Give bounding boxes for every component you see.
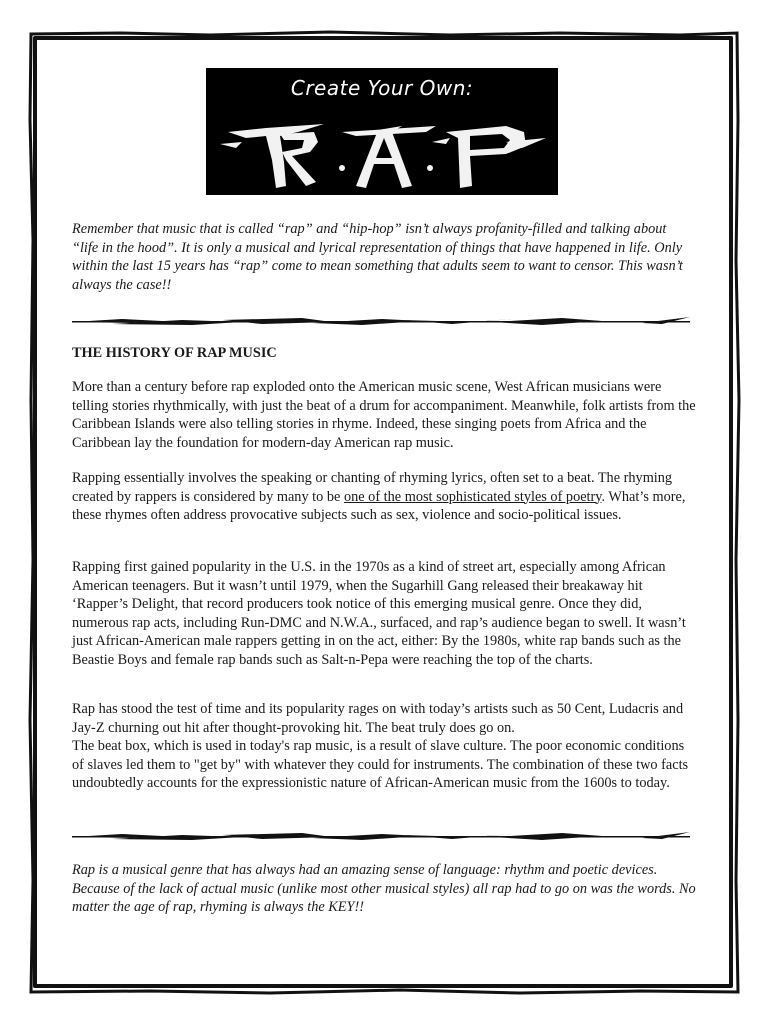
banner-subtitle: Create Your Own: xyxy=(290,76,474,100)
section-heading: THE HISTORY OF RAP MUSIC xyxy=(72,345,277,361)
rap-logo xyxy=(206,102,558,192)
paragraph-2-text-end: . What’s more, these rhymes often address provocative subjects such as sex, violence and socio-political issues. xyxy=(72,488,686,523)
history-paragraph-2 xyxy=(72,469,696,525)
history-paragraph-5: The beat box, which is used in today's rap music, is a result of slave culture. The poor economic conditions of slaves led them to "get by" with whatever they could for instruments. The combination of these two facts undoubtedly accounts for the expressionistic nature of African-American music from the 1600s to today. xyxy=(72,738,689,791)
decorative-divider xyxy=(72,829,690,843)
poetry-link[interactable]: one of the most sophisticated styles of poetry xyxy=(343,488,602,505)
history-paragraph-3: Rapping first gained popularity in the U.S. in the 1970s as a kind of street art, especially among African American teenagers. But it wasn’t until 1979, when the Sugarhill Gang released their breakaway hit ‘Rapper’s Delight, that record producers took notice of this emerging musical genre. Once they did, numerous rap acts, including Run-DMC and N.W.A., surfaced, and rap’s audience began to swell. It wasn’t just African-American male rappers getting in on the act, either: By the 1980s, white rap bands such as the Beastie Boys and female rap bands such as Salt-n-Pepa were reaching the top of the charts. xyxy=(72,559,686,668)
paragraph-2-text-start: Rapping essentially involves the speaking or chanting of rhyming lyrics, often set to a beat. The rhyming created by rappers is considered by many to be xyxy=(72,470,673,505)
title-banner xyxy=(206,68,558,195)
intro-paragraph: Remember that music that is called “rap” and “hip-hop” isn’t always profanity-filled and talking about “life in the hood”. It is only a musical and lyrical representation of things that have happened in life. Only within the last 15 years has “rap” come to mean something that adults seem to want to censor. This wasn’t always the case!! xyxy=(72,221,683,293)
decorative-divider xyxy=(72,314,690,328)
history-paragraph-1: More than a century before rap exploded onto the American music scene, West African musicians were telling stories rhythmically, with just the beat of a drum for accompaniment. Meanwhile, folk artists from the Caribbean Islands were also telling stories in rhyme. Indeed, these singing poets from Africa and the Caribbean lay the foundation for modern-day American rap music. xyxy=(72,379,696,451)
outro-paragraph: Rap is a musical genre that has always had an amazing sense of language: rhythm and poetic devices. Because of the lack of actual music (unlike most other musical styles) all rap had to go on was the words. No matter the age of rap, rhyming is always the KEY!! xyxy=(72,862,696,915)
history-paragraph-4: Rap has stood the test of time and its popularity rages on with today’s artists such as 50 Cent, Ludacris and Jay-Z churning out hit after thought-provoking hit. The beat truly does go on. xyxy=(72,701,684,736)
